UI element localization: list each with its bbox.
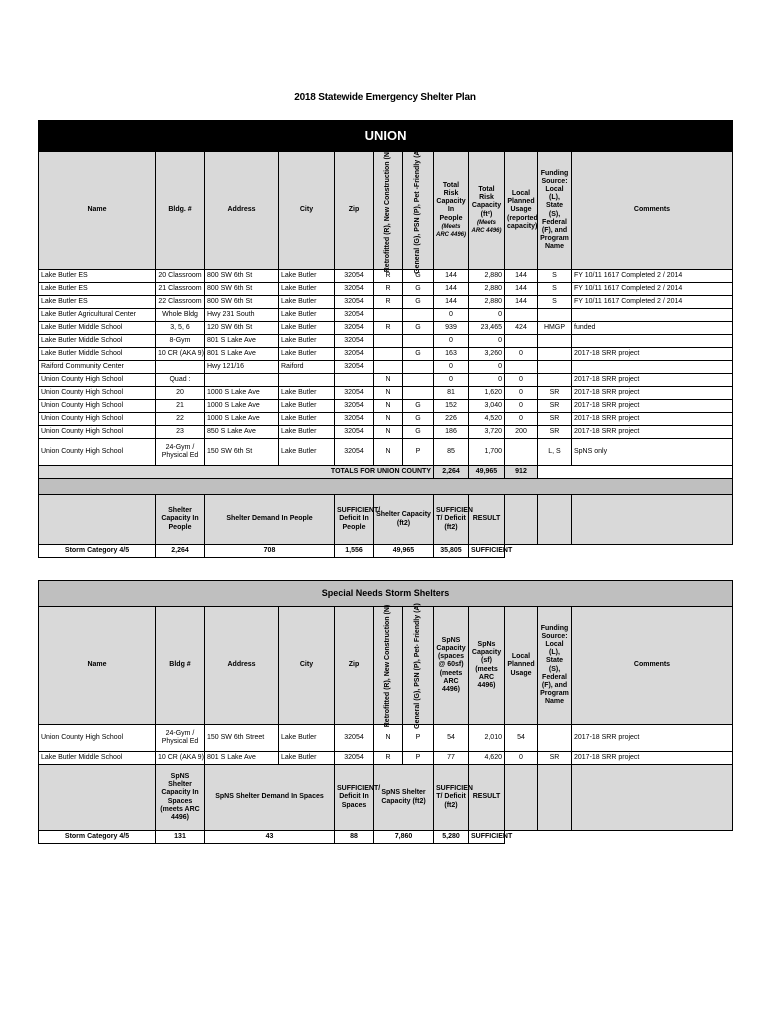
shelter-row-address: 801 S Lake Ave [205, 348, 279, 361]
shelter-row-bldg: 8-Gym [156, 335, 205, 348]
shelter-row-address: 1000 S Lake Ave [205, 413, 279, 426]
shelter-row-comments: funded [572, 322, 733, 335]
shelter-row-local: 0 [505, 413, 538, 426]
shelter-row-people: 226 [434, 413, 469, 426]
summary2-h3: SpNS Shelter Capacity (ft2) [374, 765, 434, 831]
shelter-row-local: 0 [505, 374, 538, 387]
shelter-row-rn: N [374, 400, 403, 413]
shelter-row-local [505, 309, 538, 322]
shelter-row-name: Lake Butler ES [39, 270, 156, 283]
summary1-h3: Shelter Capacity (ft2) [374, 495, 434, 545]
shelter-row-people: 152 [434, 400, 469, 413]
shelter-row-gpa: G [403, 426, 434, 439]
shelter-row-address: Hwy 121/16 [205, 361, 279, 374]
county-banner: UNION [39, 121, 733, 152]
shelter-row-zip: 32054 [335, 283, 374, 296]
shelter-row-name: Union County High School [39, 413, 156, 426]
shelter-row-rn: N [374, 426, 403, 439]
shelter-row-rn [374, 348, 403, 361]
shelter-row-local: 200 [505, 426, 538, 439]
special-row-zip: 32054 [335, 725, 374, 752]
shelter-row-name: Union County High School [39, 400, 156, 413]
shelter-row-zip: 32054 [335, 426, 374, 439]
shelter-row-comments [572, 309, 733, 322]
shelter-row-ft2: 3,260 [469, 348, 505, 361]
shelter-row-ft2: 2,880 [469, 283, 505, 296]
shelter-row-gpa [403, 309, 434, 322]
shelter-row-gpa [403, 335, 434, 348]
shelter-row-bldg: 20 [156, 387, 205, 400]
summary2-v1: 43 [205, 831, 335, 844]
special-needs-table [38, 580, 733, 844]
shelter-row-rn: R [374, 283, 403, 296]
shelter-row-address: 800 SW 6th St [205, 283, 279, 296]
sp-col-address: Address [205, 607, 279, 725]
shelter-row-bldg: 21 [156, 400, 205, 413]
shelter-row-name: Lake Butler ES [39, 283, 156, 296]
shelter-row-funding: SR [538, 400, 572, 413]
shelter-row-name: Lake Butler Agricultural Center [39, 309, 156, 322]
shelter-row-funding [538, 374, 572, 387]
shelter-row-city: Lake Butler [279, 426, 335, 439]
shelter-row-comments: 2017-18 SRR project [572, 348, 733, 361]
shelter-row-people: 85 [434, 439, 469, 466]
shelter-row-bldg: 24-Gym / Physical Ed [156, 439, 205, 466]
special-row-ft: 4,620 [469, 752, 505, 765]
shelter-row-gpa [403, 361, 434, 374]
summary2-result: SUFFICIENT [469, 831, 505, 844]
shelter-row-ft2: 0 [469, 361, 505, 374]
special-row-funding: SR [538, 752, 572, 765]
col-zip: Zip [335, 152, 374, 270]
summary2-h5: RESULT [469, 765, 505, 831]
special-header-row [39, 607, 733, 725]
special-row-comments: 2017-18 SRR project [572, 725, 733, 752]
shelter-row-zip: 32054 [335, 348, 374, 361]
col-total-risk-people: Total Risk Capacity In People (Meets ARC 4496) [434, 152, 469, 270]
shelter-row-comments: 2017-18 SRR project [572, 387, 733, 400]
shelter-row-local: 0 [505, 348, 538, 361]
shelter-row-comments: 2017-18 SRR project [572, 426, 733, 439]
summary2-v3: 7,860 [374, 831, 434, 844]
summary1-row [39, 545, 733, 558]
special-row-gpa: P [403, 725, 434, 752]
special-row-rn: N [374, 725, 403, 752]
shelter-row-local: 144 [505, 296, 538, 309]
shelter-row-comments [572, 361, 733, 374]
shelter-row-comments: FY 10/11 1617 Completed 2 / 2014 [572, 296, 733, 309]
summary2-h1: SpNS Shelter Demand In Spaces [205, 765, 335, 831]
shelter-row-funding [538, 361, 572, 374]
shelter-row-bldg: Whole Bldg [156, 309, 205, 322]
shelter-row-ft2: 0 [469, 374, 505, 387]
shelter-row-funding: HMGP [538, 322, 572, 335]
col-name: Name [39, 152, 156, 270]
special-row-address: 801 S Lake Ave [205, 752, 279, 765]
shelter-row-comments: FY 10/11 1617 Completed 2 / 2014 [572, 270, 733, 283]
summary1-label: Storm Category 4/5 [39, 545, 156, 558]
shelter-row-comments: 2017-18 SRR project [572, 400, 733, 413]
shelter-row [39, 387, 733, 400]
shelter-row-bldg [156, 361, 205, 374]
special-row-bldg: 10 CR (AKA 9) [156, 752, 205, 765]
shelter-row-address: 1000 S Lake Ave [205, 387, 279, 400]
shelter-row [39, 309, 733, 322]
summary1-v2: 1,556 [335, 545, 374, 558]
special-row-rn: R [374, 752, 403, 765]
shelter-row-zip: 32054 [335, 413, 374, 426]
sp-col-capacity-sf: SpNs Capacity (sf) (meets ARC 4496) [469, 607, 505, 725]
summary1-v1: 708 [205, 545, 335, 558]
shelter-row-rn: R [374, 322, 403, 335]
shelter-row-city: Lake Butler [279, 322, 335, 335]
shelter-row-rn: R [374, 296, 403, 309]
shelter-row-address: 800 SW 6th St [205, 296, 279, 309]
special-row-local: 0 [505, 752, 538, 765]
shelter-row-gpa: G [403, 322, 434, 335]
shelter-row [39, 322, 733, 335]
shelter-row-bldg: 3, 5, 6 [156, 322, 205, 335]
special-row-cap: 54 [434, 725, 469, 752]
shelter-row-bldg: 22 [156, 413, 205, 426]
shelter-row-ft2: 3,040 [469, 400, 505, 413]
shelter-row-name: Lake Butler Middle School [39, 322, 156, 335]
summary1-v0: 2,264 [156, 545, 205, 558]
shelter-row-ft2: 4,520 [469, 413, 505, 426]
col-bldg: Bldg. # [156, 152, 205, 270]
col-total-risk-ft2: Total Risk Capacity (ft²) (Meets ARC 4496) [469, 152, 505, 270]
totals-people: 2,264 [434, 466, 469, 479]
special-row [39, 725, 733, 752]
totals-ft2: 49,965 [469, 466, 505, 479]
summary1-h5: RESULT [469, 495, 505, 545]
shelter-row-ft2: 2,880 [469, 270, 505, 283]
shelter-row-rn [374, 335, 403, 348]
summary2-row [39, 831, 733, 844]
shelter-row-rn [374, 361, 403, 374]
special-row-name: Lake Butler Middle School [39, 752, 156, 765]
special-row-name: Union County High School [39, 725, 156, 752]
shelter-row [39, 413, 733, 426]
special-row-funding [538, 725, 572, 752]
shelter-row-zip: 32054 [335, 322, 374, 335]
summary2-header-row [39, 765, 733, 831]
shelter-table [38, 120, 733, 558]
shelter-row-people: 144 [434, 283, 469, 296]
shelter-row-ft2: 0 [469, 309, 505, 322]
shelter-row-gpa: G [403, 400, 434, 413]
shelter-row-zip: 32054 [335, 439, 374, 466]
shelter-row-name: Lake Butler ES [39, 296, 156, 309]
shelter-row-funding: S [538, 270, 572, 283]
shelter-row-ft2: 23,465 [469, 322, 505, 335]
shelter-row [39, 335, 733, 348]
sp-col-local: Local Planned Usage [505, 607, 538, 725]
sp-col-capacity: SpNS Capacity (spaces @ 60sf) (meets ARC 4496) [434, 607, 469, 725]
shelter-row-zip: 32054 [335, 296, 374, 309]
shelter-row-funding: S [538, 283, 572, 296]
shelter-row-gpa: G [403, 348, 434, 361]
shelter-row-bldg: 20 Classroom [156, 270, 205, 283]
shelter-header-row [39, 152, 733, 270]
shelter-row-bldg: 23 [156, 426, 205, 439]
totals-label: TOTALS FOR UNION COUNTY [39, 466, 434, 479]
summary1-h4: SUFFICIEN T/ Deficit (ft2) [434, 495, 469, 545]
shelter-row [39, 296, 733, 309]
shelter-row-address: 150 SW 6th St [205, 439, 279, 466]
special-row-zip: 32054 [335, 752, 374, 765]
special-row-city: Lake Butler [279, 725, 335, 752]
col-funding: Funding Source: Local (L), State (S), Federal (F), and Program Name [538, 152, 572, 270]
shelter-row-city: Lake Butler [279, 439, 335, 466]
shelter-row-city: Lake Butler [279, 400, 335, 413]
shelter-row-gpa: G [403, 296, 434, 309]
sp-col-general: General (G), PSN (P), Pet- Friendly (A) [403, 607, 434, 725]
shelter-row-address: Hwy 231 South [205, 309, 279, 322]
shelter-row-funding: SR [538, 387, 572, 400]
special-row-comments: 2017-18 SRR project [572, 752, 733, 765]
shelter-row-bldg: 21 Classroom [156, 283, 205, 296]
summary1-h1: Shelter Demand In People [205, 495, 335, 545]
shelter-row-funding [538, 309, 572, 322]
totals-row [39, 466, 733, 479]
shelter-row-local: 144 [505, 283, 538, 296]
shelter-row [39, 348, 733, 361]
summary1-result: SUFFICIENT [469, 545, 505, 558]
shelter-row-people: 144 [434, 296, 469, 309]
summary1-header-row [39, 495, 733, 545]
shelter-row-city: Lake Butler [279, 335, 335, 348]
shelter-row-people: 0 [434, 374, 469, 387]
col-address: Address [205, 152, 279, 270]
shelter-row-rn: N [374, 413, 403, 426]
shelter-row-people: 163 [434, 348, 469, 361]
sp-col-retrofitted: Retrofitted (R), New Construction (N) [374, 607, 403, 725]
sp-col-comments: Comments [572, 607, 733, 725]
shelter-row-funding: SR [538, 413, 572, 426]
shelter-row-address: 120 SW 6th St [205, 322, 279, 335]
col-general: General (G), PSN (P), Pet -Friendly (A) [403, 152, 434, 270]
col-local-usage: Local Planned Usage (reported capacity) [505, 152, 538, 270]
shelter-row-ft2: 1,700 [469, 439, 505, 466]
shelter-row-address: 800 SW 6th St [205, 270, 279, 283]
shelter-row-city: Lake Butler [279, 387, 335, 400]
shelter-row-rn: N [374, 439, 403, 466]
shelter-row-address [205, 374, 279, 387]
special-needs-title: Special Needs Storm Shelters [39, 581, 733, 607]
shelter-row-comments: FY 10/11 1617 Completed 2 / 2014 [572, 283, 733, 296]
shelter-row-name: Union County High School [39, 387, 156, 400]
totals-local: 912 [505, 466, 538, 479]
shelter-row-gpa: G [403, 283, 434, 296]
shelter-row-comments: 2017-18 SRR project [572, 413, 733, 426]
shelter-row-name: Union County High School [39, 426, 156, 439]
shelter-row-city [279, 374, 335, 387]
shelter-row-bldg: Quad : [156, 374, 205, 387]
summary1-v3: 49,965 [374, 545, 434, 558]
sp-col-funding: Funding Source: Local (L), State (S), Federal (F), and Program Name [538, 607, 572, 725]
shelter-row-comments: SpNS only [572, 439, 733, 466]
shelter-row [39, 361, 733, 374]
shelter-row-local: 144 [505, 270, 538, 283]
summary2-v2: 88 [335, 831, 374, 844]
sp-col-zip: Zip [335, 607, 374, 725]
special-row-city: Lake Butler [279, 752, 335, 765]
shelter-row-bldg: 22 Classroom [156, 296, 205, 309]
shelter-row-city: Lake Butler [279, 296, 335, 309]
shelter-row-rn: N [374, 387, 403, 400]
shelter-row-ft2: 2,880 [469, 296, 505, 309]
sp-col-city: City [279, 607, 335, 725]
special-row-ft: 2,010 [469, 725, 505, 752]
special-row-bldg: 24-Gym / Physical Ed [156, 725, 205, 752]
shelter-row-ft2: 0 [469, 335, 505, 348]
summary1-v4: 35,805 [434, 545, 469, 558]
shelter-row-gpa: G [403, 413, 434, 426]
shelter-row-address: 850 S Lake Ave [205, 426, 279, 439]
summary2-label: Storm Category 4/5 [39, 831, 156, 844]
shelter-row-comments: 2017-18 SRR project [572, 374, 733, 387]
shelter-row-funding [538, 348, 572, 361]
shelter-row-zip: 32054 [335, 309, 374, 322]
shelter-row-comments [572, 335, 733, 348]
shelter-row-funding: S [538, 296, 572, 309]
special-row [39, 752, 733, 765]
col-retrofitted: Retrofitted (R), New Construction (N) [374, 152, 403, 270]
shelter-row-rn [374, 309, 403, 322]
summary1-h0: Shelter Capacity In People [156, 495, 205, 545]
shelter-row-local: 0 [505, 387, 538, 400]
special-row-cap: 77 [434, 752, 469, 765]
shelter-row [39, 439, 733, 466]
shelter-row-funding [538, 335, 572, 348]
special-row-local: 54 [505, 725, 538, 752]
shelter-row-zip: 32054 [335, 335, 374, 348]
shelter-row-local: 0 [505, 400, 538, 413]
shelter-row-people: 0 [434, 335, 469, 348]
shelter-row-local [505, 361, 538, 374]
shelter-row-zip [335, 374, 374, 387]
special-row-address: 150 SW 6th Street [205, 725, 279, 752]
shelter-row-city: Lake Butler [279, 309, 335, 322]
shelter-row [39, 426, 733, 439]
sp-col-name: Name [39, 607, 156, 725]
shelter-row-people: 144 [434, 270, 469, 283]
col-city: City [279, 152, 335, 270]
shelter-row-zip: 32054 [335, 270, 374, 283]
shelter-row-people: 81 [434, 387, 469, 400]
shelter-row-name: Lake Butler Middle School [39, 348, 156, 361]
shelter-row-gpa: G [403, 270, 434, 283]
shelter-row [39, 400, 733, 413]
shelter-row-city: Lake Butler [279, 348, 335, 361]
shelter-row-address: 1000 S Lake Ave [205, 400, 279, 413]
shelter-row-ft2: 3,720 [469, 426, 505, 439]
shelter-row-ft2: 1,620 [469, 387, 505, 400]
shelter-row-zip: 32054 [335, 387, 374, 400]
summary2-v4: 5,280 [434, 831, 469, 844]
shelter-row-people: 186 [434, 426, 469, 439]
shelter-row-local: 424 [505, 322, 538, 335]
shelter-row-city: Lake Butler [279, 413, 335, 426]
special-row-gpa: P [403, 752, 434, 765]
shelter-row-people: 939 [434, 322, 469, 335]
shelter-row [39, 374, 733, 387]
shelter-row-city: Lake Butler [279, 283, 335, 296]
shelter-row [39, 283, 733, 296]
shelter-row-bldg: 10 CR (AKA 9) [156, 348, 205, 361]
document-title: 2018 Statewide Emergency Shelter Plan [294, 92, 476, 103]
shelter-row-people: 0 [434, 361, 469, 374]
summary1-h2: SUFFICIENT/ Deficit In People [335, 495, 374, 545]
shelter-row-local [505, 335, 538, 348]
col-comments: Comments [572, 152, 733, 270]
shelter-row-name: Union County High School [39, 439, 156, 466]
shelter-row-funding: SR [538, 426, 572, 439]
summary2-h4: SUFFICIEN T/ Deficit (ft2) [434, 765, 469, 831]
shelter-row-name: Union County High School [39, 374, 156, 387]
summary2-h2: SUFFICIENT/ Deficit In Spaces [335, 765, 374, 831]
shelter-row-zip: 32054 [335, 400, 374, 413]
shelter-row-gpa: P [403, 439, 434, 466]
shelter-row-city: Raiford [279, 361, 335, 374]
shelter-row-rn: R [374, 270, 403, 283]
shelter-row-city: Lake Butler [279, 270, 335, 283]
shelter-row-people: 0 [434, 309, 469, 322]
shelter-row-name: Raiford Community Center [39, 361, 156, 374]
shelter-row-zip: 32054 [335, 361, 374, 374]
summary2-v0: 131 [156, 831, 205, 844]
shelter-row-name: Lake Butler Middle School [39, 335, 156, 348]
sp-col-bldg: Bldg # [156, 607, 205, 725]
shelter-row-rn: N [374, 374, 403, 387]
shelter-row-local [505, 439, 538, 466]
shelter-row-gpa [403, 387, 434, 400]
shelter-row-address: 801 S Lake Ave [205, 335, 279, 348]
shelter-row-gpa [403, 374, 434, 387]
shelter-row-funding: L, S [538, 439, 572, 466]
summary2-h0: SpNS Shelter Capacity In Spaces (meets ARC 4496) [156, 765, 205, 831]
